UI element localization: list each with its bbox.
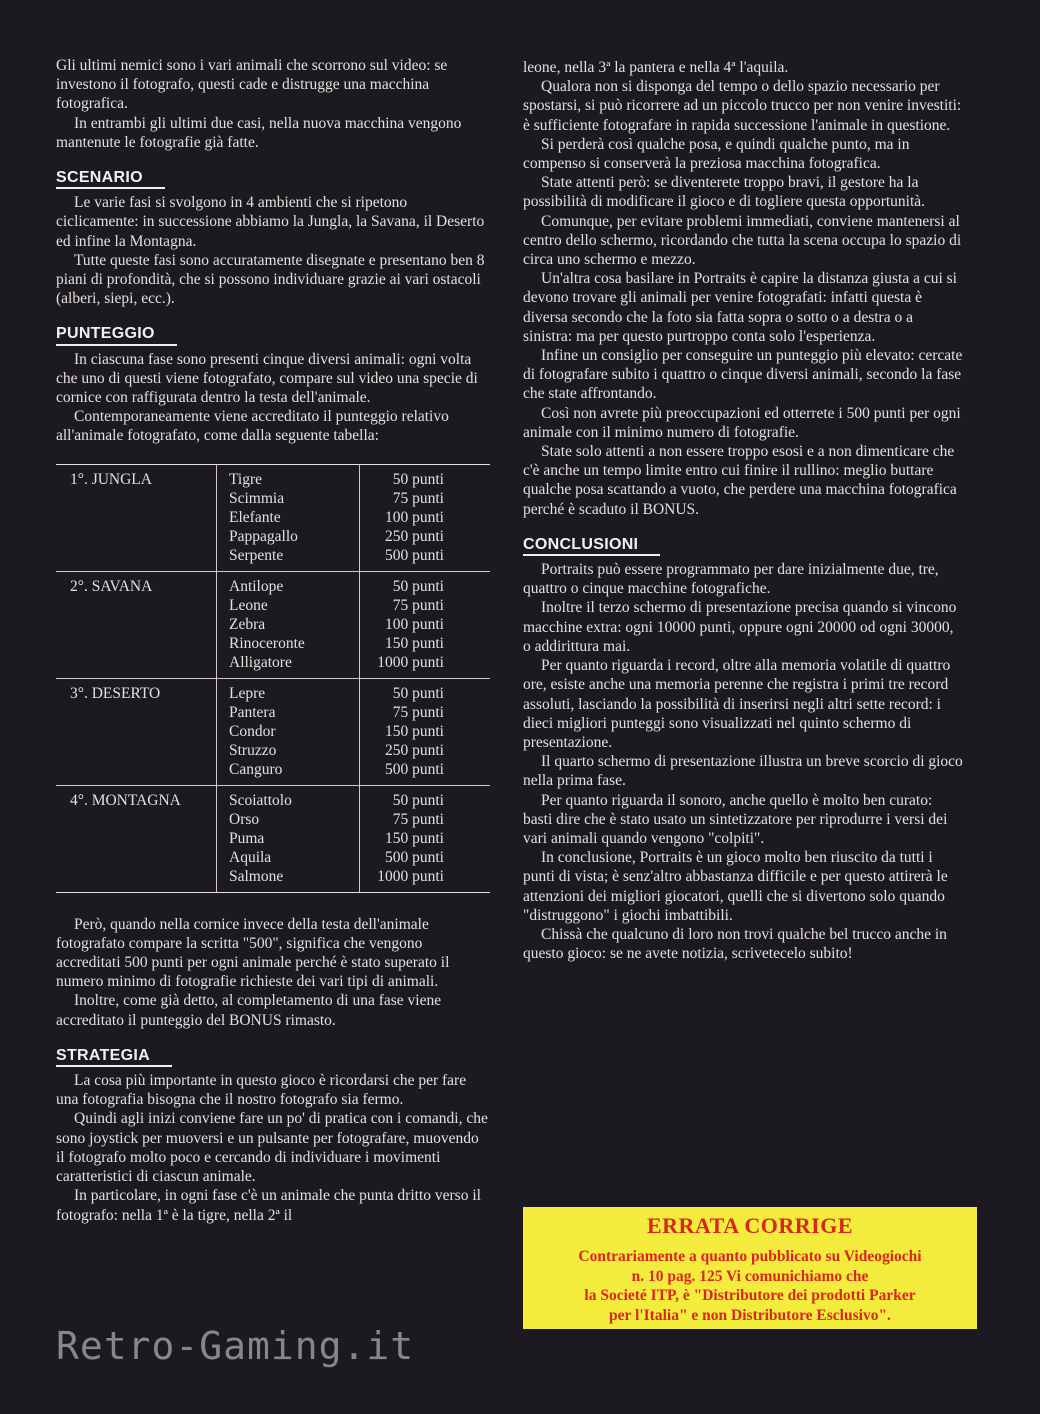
conclusioni-paragraph-2: Inoltre il terzo schermo di presentazione precisa quando si vincono macchine extra: ogni 10000 punti, oppure ogni 20000 od ogni 30000, o addirittura mai. xyxy=(523,599,957,655)
right-paragraph-6: Infine un consiglio per conseguire un punteggio più elevato: cercate di fotografare subito i quattro o cinque diversi animali, secondo la fase che state affrontando. xyxy=(523,347,963,403)
score-table xyxy=(56,464,490,893)
animals-cell xyxy=(217,785,360,892)
scenario-paragraph-2: Tutte queste fasi sono accuratamente disegnate e presentano ben 8 piani di profondità, che si possono individuare grazie ai vari ostacoli (alberi, siepi, ecc.). xyxy=(56,251,485,308)
points-value: 75 punti xyxy=(392,810,444,828)
points-value: 100 punti xyxy=(385,615,444,633)
scenario-paragraph-1: Le varie fasi si svolgono in 4 ambienti che si ripetono ciclicamente: in successione abbiamo la Jungla, la Savana, il Deserto ed infine la Montagna. xyxy=(56,194,485,250)
table-row xyxy=(56,571,490,678)
table-row xyxy=(56,464,490,571)
conclusioni-paragraph-3: Per quanto riguarda i record, oltre alla memoria volatile di quattro ore, esiste anche una memoria perenne che registra i primi tre record assoluti, lasciando la possibilità di inserirsi negli altri sette record: i dieci migliori punteggi sono visualizzati nel quinto schermo di presentazione. xyxy=(523,657,951,751)
strategia-paragraph-1: La cosa più importante in questo gioco è ricordarsi che per fare una fotografia bisogna che il nostro fotografo sia fermo. xyxy=(56,1072,467,1109)
points-value: 250 punti xyxy=(385,527,444,545)
conclusioni-paragraph-6: In conclusione, Portraits è un gioco molto ben riuscito da tutti i punti di vista; è senz'altro abbastanza difficile e per questo attirerà le attenzioni dei migliori giocatori, quelli che si divertono solo quando "distruggono" i giochi imbattibili. xyxy=(523,849,948,924)
table-row xyxy=(56,785,490,892)
animal-name: Rinoceronte xyxy=(229,634,305,652)
points-value: 50 punti xyxy=(392,577,444,595)
points-value: 100 punti xyxy=(385,508,444,526)
animal-name: Aquila xyxy=(229,848,272,866)
animal-name: Condor xyxy=(229,722,276,740)
errata-corrige-box xyxy=(523,1207,977,1329)
points-value: 1000 punti xyxy=(377,867,444,885)
animal-name: Scimmia xyxy=(229,489,285,507)
animal-name: Alligatore xyxy=(229,653,292,671)
animals-cell xyxy=(217,464,360,571)
animal-name: Canguro xyxy=(229,760,283,778)
points-cell xyxy=(360,464,491,571)
animal-name: Pantera xyxy=(229,703,276,721)
section-heading-punteggio: PUNTEGGIO xyxy=(56,324,177,345)
points-value: 75 punti xyxy=(392,489,444,507)
zone-cell: 3°. DESERTO xyxy=(56,678,217,785)
section-heading-strategia: STRATEGIA xyxy=(56,1046,172,1067)
animals-cell xyxy=(217,678,360,785)
errata-line: n. 10 pag. 125 Vi comunichiamo che xyxy=(631,1267,869,1285)
right-paragraph-1: Qualora non si disponga del tempo o dello spazio necessario per spostarsi, si può ricorrere ad un piccolo trucco per non venire investiti: è sufficiente fotografare in rapida successione l'animale in questione. xyxy=(523,78,962,134)
intro-paragraph-2: In entrambi gli ultimi due casi, nella nuova macchina vengono mantenute le fotografie già fatte. xyxy=(56,114,462,151)
strategia-paragraph-3: In particolare, in ogni fase c'è un animale che punta dritto verso il fotografo: nella 1ª è la tigre, nella 2ª il xyxy=(56,1187,481,1224)
errata-body xyxy=(523,1247,977,1325)
points-cell xyxy=(360,785,491,892)
animal-name: Struzzo xyxy=(229,741,277,759)
section-heading-conclusioni: CONCLUSIONI xyxy=(523,535,660,556)
errata-title: ERRATA CORRIGE xyxy=(646,1213,854,1238)
errata-line: Contrariamente a quanto pubblicato su Videogiochi xyxy=(578,1248,922,1265)
zone-cell: 2°. SAVANA xyxy=(56,571,217,678)
animal-name: Salmone xyxy=(229,867,284,885)
animal-name: Serpente xyxy=(229,546,284,564)
points-cell xyxy=(360,678,491,785)
animal-name: Scoiattolo xyxy=(229,791,292,809)
errata-line: la Societé ITP, è "Distributore dei prodotti Parker xyxy=(584,1287,916,1304)
after-table-paragraph-2: Inoltre, come già detto, al completamento di una fase viene accreditato il punteggio del BONUS rimasto. xyxy=(56,992,442,1029)
conclusioni-paragraph-4: Il quarto schermo di presentazione illustra un breve scorcio di gioco nella prima fase. xyxy=(523,753,963,790)
points-value: 50 punti xyxy=(392,684,444,702)
points-value: 150 punti xyxy=(385,634,444,652)
errata-line: per l'Italia" e non Distributore Esclusivo". xyxy=(609,1306,891,1324)
zone-cell: 4°. MONTAGNA xyxy=(56,785,217,892)
animal-name: Zebra xyxy=(229,615,266,633)
conclusioni-paragraph-1: Portraits può essere programmato per dare inizialmente due, tre, quattro o cinque macchine fotografiche. xyxy=(523,561,939,598)
points-value: 150 punti xyxy=(385,722,444,740)
conclusioni-paragraph-5: Per quanto riguarda il sonoro, anche quello è molto ben curato: basti dire che è stato usato un sintetizzatore per riprodurre i versi dei vari animali quando vengono "colpiti". xyxy=(523,791,948,847)
section-heading-scenario: SCENARIO xyxy=(56,168,165,189)
left-column xyxy=(56,56,490,1225)
strategia-paragraph-2: Quindi agli inizi conviene fare un po' di pratica con i comandi, che sono joystick per muoversi e un pulsante per fotografare, muovendo il fotografo molto poco e cercando di individuare i movimenti caratteristici di ciascun animale. xyxy=(56,1110,488,1186)
points-cell xyxy=(360,571,491,678)
points-value: 75 punti xyxy=(392,703,444,721)
points-value: 50 punti xyxy=(392,470,444,488)
animal-name: Orso xyxy=(229,810,260,828)
points-value: 250 punti xyxy=(385,741,444,759)
after-table-paragraph-1: Però, quando nella cornice invece della testa dell'animale fotografato compare la scritta "500", significa che vengono accreditati 500 punti per ogni animale perché è stato superato il numero minimo di fotografie richieste dei vari tipi di animali. xyxy=(56,915,450,991)
animal-name: Elefante xyxy=(229,508,281,526)
animal-name: Lepre xyxy=(229,684,266,702)
points-value: 500 punti xyxy=(385,546,444,564)
right-paragraph-3: State attenti però: se diventerete troppo bravi, il gestore ha la possibilità di modificare il gioco e di togliere questa opportunità. xyxy=(523,174,926,211)
zone-cell: 1°. JUNGLA xyxy=(56,464,217,571)
right-paragraph-5: Un'altra cosa basilare in Portraits è capire la distanza giusta a cui si devono trovare gli animali per venire fotografati: infatti questa è diversa secondo che la foto sia fatta sopra o sotto o a destra o a sinistra: ma per questo purtroppo conta solo l'esperienza. xyxy=(523,270,957,345)
points-value: 50 punti xyxy=(392,791,444,809)
right-paragraph-2: Si perderà così qualche posa, e quindi qualche punto, ma in compenso si conserverà la preziosa macchina fotografica. xyxy=(523,135,910,173)
right-column xyxy=(523,58,963,963)
animal-name: Tigre xyxy=(229,470,263,488)
points-value: 500 punti xyxy=(385,848,444,866)
animals-cell xyxy=(217,571,360,678)
right-paragraph-7: Così non avrete più preoccupazioni ed otterrete i 500 punti per ogni animale con il minimo numero di fotografie. xyxy=(523,404,961,441)
table-row xyxy=(56,678,490,785)
continuation-paragraph: leone, nella 3ª la pantera e nella 4ª l'aquila. xyxy=(523,59,789,76)
animal-name: Pappagallo xyxy=(229,527,298,545)
right-paragraph-8: State solo attenti a non essere troppo esosi e a non dimenticare che c'è anche un tempo limite entro cui finire il rullino: meglio buttare qualche posa scattando a vuoto, che perdere una macchina fotografica perché è scaduto il BONUS. xyxy=(523,443,957,518)
intro-paragraph-1: Gli ultimi nemici sono i vari animali che scorrono sul video: se investono il fotografo, questi cade e distrugge una macchina fotografica. xyxy=(56,57,448,113)
watermark-text: Retro-Gaming.it xyxy=(56,1324,415,1368)
points-value: 150 punti xyxy=(385,829,444,847)
points-value: 500 punti xyxy=(385,760,444,778)
points-value: 75 punti xyxy=(392,596,444,614)
right-paragraph-4: Comunque, per evitare problemi immediati, conviene mantenersi al centro dello schermo, ricordando che tutta la scena occupa lo spazio di circa uno schermo e mezzo. xyxy=(523,212,962,269)
animal-name: Puma xyxy=(229,829,265,847)
points-value: 1000 punti xyxy=(377,653,444,671)
conclusioni-paragraph-7: Chissà che qualcuno di loro non trovi qualche bel trucco anche in questo gioco: se ne avete notizia, scrivetecelo subito! xyxy=(523,925,947,963)
animal-name: Leone xyxy=(229,596,268,614)
animal-name: Antilope xyxy=(229,577,284,595)
punteggio-paragraph-1: In ciascuna fase sono presenti cinque diversi animali: ogni volta che uno di questi viene fotografato, compare sul video una specie di cornice con raffigurata dentro la testa dell'animale. xyxy=(56,350,478,407)
punteggio-paragraph-2: Contemporaneamente viene accreditato il punteggio relativo all'animale fotografato, come dalla seguente tabella: xyxy=(56,408,449,445)
